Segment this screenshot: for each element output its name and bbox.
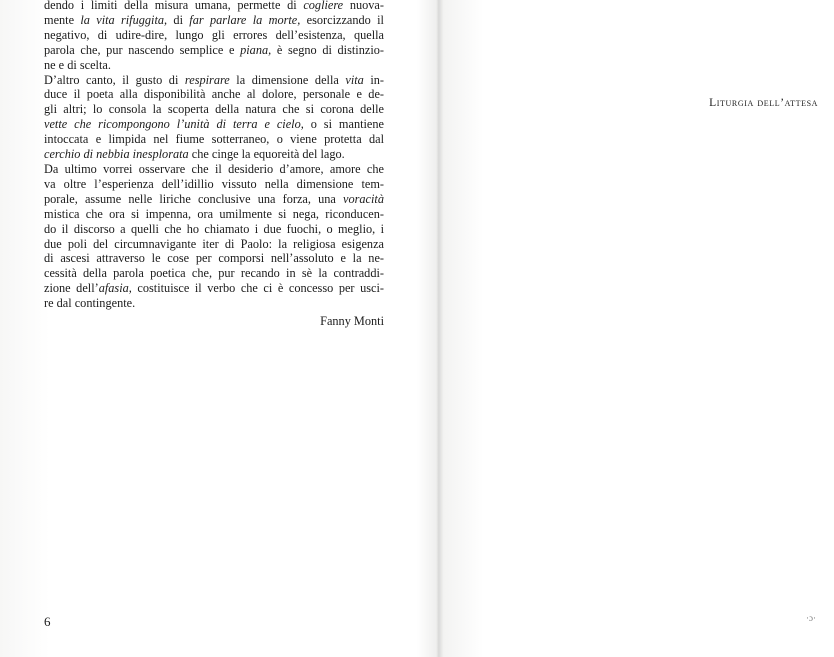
italic-run: cerchio di nebbia inesplorata [44,147,189,162]
signature: Fanny Monti [320,314,384,329]
text-run: la dimensione della [229,72,346,87]
text-run: gli altri; lo consola la scoperta della natura che si corona delle [44,102,384,117]
text-run: D’altro canto, il gusto di [44,72,185,87]
text-run: re dal contingente. [44,296,136,311]
text-line [44,266,384,281]
text-line [44,58,384,73]
text-run: do il discorso a quelli che ho chiamato i due fuochi, o meglio, i [44,221,384,236]
text-line [44,251,384,266]
italic-run: afasia, [98,281,132,296]
text-run: che cinge la equoreità del lago. [188,147,345,162]
page-number: 6 [44,614,51,629]
text-line [44,147,384,162]
text-run: dendo i limiti della misura umana, permette di [44,0,304,12]
italic-run: far parlare la morte, [189,12,301,27]
text-line [44,177,384,192]
text-line [44,281,384,296]
text-run: parola che, pur nascendo semplice e [44,42,241,57]
italic-run: piana, [240,42,272,57]
italic-run: voracità [343,191,384,206]
text-line [44,87,384,102]
text-run: è segno di distinzio- [271,42,384,57]
text-line [44,0,384,13]
text-line [44,207,384,222]
italic-run: vette che ricompongono l’unità di terra e cielo, [44,117,304,132]
text-line [44,192,384,207]
text-run: o si mantiene [303,117,384,132]
italic-run: vita [345,72,364,87]
text-run: nuova- [343,0,384,12]
text-line [44,13,384,28]
text-line [44,296,384,311]
section-title: Liturgia dell’attesa [709,97,818,109]
text-line [44,43,384,58]
paragraph [44,0,384,73]
text-run: cessità della parola poetica che, pur recando in sè la contraddi- [44,266,384,281]
text-run: di ascesi attraverso le cose per comporsi nell’assoluto e la ne- [44,251,384,266]
italic-run: respirare [184,72,230,87]
text-line [44,117,384,132]
text-line [44,28,384,43]
text-run: costituisce il verbo che ci è concesso per usci- [131,281,384,296]
text-run: esorcizzando il [300,12,384,27]
text-line [44,132,384,147]
body-text [44,0,384,329]
text-line [44,162,384,177]
text-run: di [167,12,190,27]
text-run: porale, assume nelle liriche conclusive una forza, una [44,191,344,206]
left-page [44,0,384,657]
text-run: due poli del circumnavigante iter di Paolo: la religiosa esigenza [44,236,384,251]
italic-run: la vita rifuggita, [80,12,168,27]
text-run: ne e di scelta. [44,57,111,72]
text-line [44,237,384,252]
text-line [44,73,384,88]
paragraph [44,162,384,311]
text-run: zione dell’ [44,281,99,296]
text-run: negativo, di udire-dire, lungo gli errores dell’esistenza, quella [44,27,384,42]
italic-run: cogliere [303,0,344,12]
text-run: in- [363,72,385,87]
corner-mark: ·ɔ· [806,613,816,623]
text-run: Da ultimo vorrei osservare che il desiderio d’amore, amore che [44,161,384,176]
text-line [44,222,384,237]
text-run: mente [44,12,81,27]
right-page [440,0,834,657]
text-run: intoccata e limpida nel fiume sotterraneo, o viene protetta dal [44,132,384,147]
text-line [44,102,384,117]
text-run: duce il poeta alla disponibilità anche al dolore, personale e de- [44,87,384,102]
paragraph [44,73,384,162]
text-run: mistica che ora si impenna, ora umilmente si nega, riconducen- [44,206,384,221]
text-run: va oltre l’esperienza dell’idillio vissuto nella dimensione tem- [44,176,384,191]
